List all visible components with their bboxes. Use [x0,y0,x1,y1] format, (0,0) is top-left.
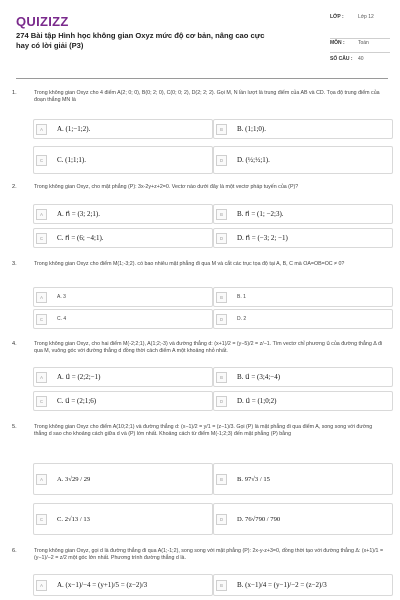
question-number: 4. [12,341,17,347]
option-b[interactable] [213,119,393,139]
option-text: A. 3 [57,294,66,300]
meta-label: SỐ CÂU : [330,56,353,62]
meta-label: MÔN : [330,40,345,46]
option-text: C. n⃗ = (6; −4;1). [57,234,104,242]
option-letter: A [36,372,47,383]
option-a[interactable] [33,204,213,224]
option-letter: B [216,580,227,591]
option-letter: B [216,474,227,485]
option-letter: C [36,155,47,166]
meta-divider [330,38,390,39]
header-rule [16,78,388,79]
worksheet-title: 274 Bài tập Hình học không gian Oxyz mức độ cơ bản, nâng cao cực hay có lời giải (P3) [16,31,265,50]
option-a[interactable] [33,367,213,387]
option-letter: A [36,580,47,591]
question-text: Trong không gian Oxyz, gọi d là đường thẳng đi qua A(1;-1;2), song song với mặt phẳng (P): 2x-y-z+3=0, đồng thời tạo với đường thẳng Δ: (x+1)/1 = (y−1)/−2 = z/2 một góc lớn nhất. Phương trình đường thẳng d là. [34,548,384,562]
option-a[interactable] [33,287,213,307]
option-letter: D [216,233,227,244]
option-c[interactable] [33,503,213,535]
option-text: B. 97√3 / 15 [237,475,270,483]
option-letter: A [36,124,47,135]
option-letter: B [216,209,227,220]
option-text: C. 4 [57,316,67,322]
option-letter: D [216,155,227,166]
question-text: Trong không gian Oxyz cho 4 điểm A(2; 0; 0), B(0; 2; 0), C(0; 0; 2), D(2; 2; 2). Gọi M, N lần lượt là trung điểm của AB và CD. Tọa độ trung điểm của đoạn thẳng MN là [34,90,380,104]
option-b[interactable] [213,574,393,596]
option-d[interactable] [213,228,393,248]
option-b[interactable] [213,204,393,224]
option-text: D. 76√790 / 790 [237,515,281,523]
option-letter: B [216,372,227,383]
option-letter: C [36,314,47,325]
question-number: 2. [12,184,17,190]
option-text: B. (1;1;0). [237,125,266,133]
option-c[interactable] [33,309,213,329]
option-a[interactable] [33,574,213,596]
option-letter: B [216,292,227,303]
question-text: Trong không gian Oxyz cho điểm M(1;-3;2). có bao nhiêu mặt phẳng đi qua M và cắt các trục tọa độ tại A, B, C mà OA=OB=OC ≠ 0? [34,261,345,267]
option-text: A. n⃗ = (3; 2;1). [57,210,100,218]
option-c[interactable] [33,391,213,411]
option-d[interactable] [213,146,393,174]
quizizz-logo: QUIZIZZ [16,14,69,29]
meta-row-class [330,14,388,28]
option-text: D. n⃗ = (−3; 2; −1) [237,234,288,242]
meta-divider [330,52,390,53]
meta-row-count [330,56,388,70]
option-text: C. (1;1;1). [57,156,86,164]
option-a[interactable] [33,463,213,495]
option-d[interactable] [213,391,393,411]
option-c[interactable] [33,228,213,248]
meta-label: LỚP : [330,14,344,20]
option-d[interactable] [213,503,393,535]
option-d[interactable] [213,309,393,329]
worksheet-meta [330,14,388,70]
option-b[interactable] [213,367,393,387]
option-letter: D [216,314,227,325]
option-letter: C [36,233,47,244]
question-number: 1. [12,90,17,96]
option-a[interactable] [33,119,213,139]
option-letter: D [216,514,227,525]
option-text: C. 2√13 / 13 [57,515,90,523]
option-text: B. 1 [237,294,246,300]
option-b[interactable] [213,463,393,495]
option-letter: D [216,396,227,407]
option-text: C. u⃗ = (2;1;6) [57,397,97,405]
option-text: A. 3√29 / 29 [57,475,91,483]
option-text: B. (x−1)/4 = (y−1)/−2 = (z−2)/3 [237,581,327,589]
option-text: D. (½;½;1). [237,156,270,164]
question-text: Trong không gian Oxyz, cho hai điểm M(-2;2;1), A(1;2;-3) và đường thẳng d: (x+1)/2 = (y−5)/2 = z/−1. Tìm vectơ chỉ phương u⃗ của đường thẳng Δ đi qua M, vuông góc với đường thẳng d đồng thời cách điểm A một khoảng nhỏ nhất. [34,341,383,355]
question-number: 5. [12,424,17,430]
option-c[interactable] [33,146,213,174]
option-text: A. (x−1)/−4 = (y+1)/5 = (z−2)/3 [57,581,148,589]
option-text: D. 2 [237,316,247,322]
question-text: Trong không gian Oxyz cho điểm A(10;2;1) và đường thẳng d: (x−1)/2 = y/1 = (z−1)/3. Gọi (P) là mặt phẳng đi qua điểm A, song song với đường thẳng d sao cho khoảng cách giữa d và (P) lớn nhất. Khoảng cách từ điểm M(-1;2;3) đến mặt phẳng (P) bằng [34,424,373,438]
option-text: B. n⃗ = (1; −2;3). [237,210,284,218]
question-text: Trong không gian Oxyz, cho mặt phẳng (P): 3x-2y+z+2=0. Vectơ nào dưới đây là một vectơ pháp tuyến của (P)? [34,184,299,190]
option-letter: A [36,292,47,303]
question-number: 6. [12,548,17,554]
option-letter: C [36,514,47,525]
option-text: D. u⃗ = (1;0;2) [237,397,277,405]
option-text: A. u⃗ = (2;2;−1) [57,373,101,381]
option-b[interactable] [213,287,393,307]
option-text: A. (1;−1;2). [57,125,91,133]
option-letter: C [36,396,47,407]
meta-value: 40 [358,56,364,62]
meta-value: Toán [358,40,369,46]
meta-value: Lớp 12 [358,14,374,20]
question-number: 3. [12,261,17,267]
option-letter: A [36,474,47,485]
option-text: B. u⃗ = (3;4;−4) [237,373,281,381]
option-letter: B [216,124,227,135]
option-letter: A [36,209,47,220]
